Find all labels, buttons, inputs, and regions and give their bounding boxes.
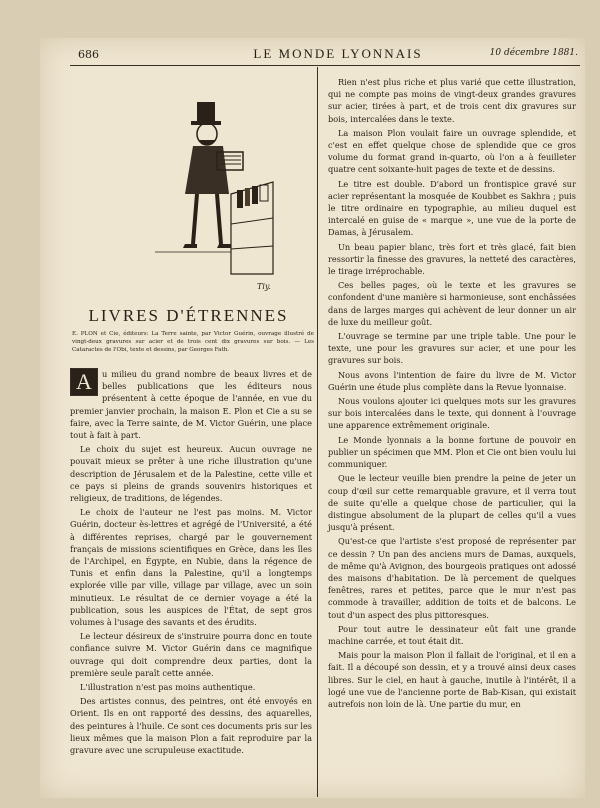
- paragraph: Le choix du sujet est heureux. Aucun ouvrage ne pouvait mieux se prêter à une riche illustration qu'une description de Jérusalem et de la Palestine, cette ville et ce pays si pleins de grands souvenirs historiques et religieux, de traditions, de légendes.: [70, 444, 312, 504]
- paragraph: Mais pour la maison Plon il fallait de l'original, et il en a fait. Il a découpé son dessin, et y a trouvé ainsi deux cases libres. Sur le ciel, en haut à gauche, inutile à l'intérêt, il a logé une vue de l'ancienne porte de Bab-Kisan, qui existait autrefois non loin de là. Une partie du mur, en: [328, 650, 576, 709]
- paragraph: L'illustration n'est pas moins authentique.: [80, 682, 256, 693]
- page-header: [78, 46, 578, 66]
- paragraph: Ces belles pages, où le texte et les gravures se confondent d'une manière si harmonieuse, sont enchâssées dans de larges marges qui achèvent de leur donner un air de luxe du meilleur goût.: [328, 280, 576, 327]
- journal-title: LE MONDE LYONNAIS: [253, 46, 423, 61]
- page-number: 686: [78, 48, 99, 61]
- paragraph: Des artistes connus, des peintres, ont été envoyés en Orient. Ils en ont rapporté des dessins, des aquarelles, des peintures à l'huile. Ce sont ces documents pris sur les lieux mêmes que la maison Plon a fait reproduire par la gravure avec une scrupuleuse exactitude.: [70, 696, 312, 756]
- paragraph: Nous avons l'intention de faire du livre de M. Victor Guérin une étude plus complète dans la Revue lyonnaise.: [328, 369, 576, 392]
- paragraph: L'ouvrage se termine par une triple table. Une pour le texte, une pour les gravures sur acier, et une pour les gravures sur bois.: [328, 331, 576, 366]
- paragraph: Que le lecteur veuille bien prendre la peine de jeter un coup d'œil sur cette remarquable gravure, et il verra tout de suite qu'elle a quelque chose de particulier, qui la distingue absolument de la plupart de celles qu'il a vues jusqu'à présent.: [328, 473, 576, 533]
- paragraph: Le titre est double. D'abord un frontispice gravé sur acier représentant la mosquée de Koubbet es Sakhra ; puis le titre ordinaire en typographie, au milieu duquel est intercalé en guise de « marque », une vue de la porte de Damas, à Jérusalem.: [328, 178, 576, 238]
- right-column: [328, 76, 576, 712]
- paragraph: La maison Plon voulait faire un ouvrage splendide, et c'est en effet quelque chose de splendide que ce gros volume du format grand in-quarto, où l'on a à feuilleter quatre cent soixante-huit pages de texte et de dessins.: [328, 127, 576, 175]
- paragraph: Le Monde lyonnais a la bonne fortune de pouvoir en publier un spécimen que MM. Plon et Cie ont bien voulu lui communiquer.: [328, 434, 576, 470]
- paragraph: Un beau papier blanc, très fort et très glacé, fait bien ressortir la finesse des gravures, la netteté des caractères, le tirage irréprochable.: [328, 241, 576, 277]
- page: [40, 38, 585, 798]
- paragraph: Pour tout autre le dessinateur eût fait une grande machine carrée, et tout était dit.: [328, 623, 576, 646]
- publisher-credits: E. PLON et Cie, éditeurs: La Terre sainte, par Victor Guérin, ouvrage illustré de vingt-deux gravures sur acier et de trois cent dix gravures sur bois. — Les Cataractes de l'Obi, texte et dessins, par Georges Fath.: [72, 331, 314, 353]
- paragraph: Rien n'est plus riche et plus varié que cette illustration, qui ne compte pas moins de vingt-deux grandes gravures sur acier, tirées à part, et de trois cent dix gravures sur bois, intercalées dans le texte.: [328, 77, 576, 124]
- paragraph: Nous voulons ajouter ici quelques mots sur les gravures sur bois intercalées dans le texte, qui donnent à l'ouvrage une apparence extrêmement originale.: [328, 396, 576, 431]
- drop-cap: A: [70, 368, 98, 396]
- left-column: [70, 368, 312, 758]
- header-rule: [70, 65, 580, 66]
- column-rule: [317, 67, 318, 797]
- paragraph: A u milieu du grand nombre de beaux livres et de belles publications que les éditeurs nous présentent à cette époque de l'année, en vue du premier janvier prochain, la maison E. Plon et Cie a su se faire, avec la Terre sainte, de M. Victor Guérin, une place tout à fait à part.: [70, 369, 312, 441]
- paragraph: Le choix de l'auteur ne l'est pas moins. M. Victor Guérin, docteur ès-lettres et agrégé de l'Université, a été à différentes reprises, chargé par le gouvernement français de missions scientifiques en Grèce, dans les îles de l'Archipel, en Égypte, en Nubie, dans la régence de Tunis et enfin dans la Palestine, qu'il a longtemps explorée ville par ville, village par village, avec un soin minutieux. Le résultat de ce dernier voyage a été la publication, sous les auspices de l'État, de sept gros volumes à l'usage des savants et des érudits.: [70, 507, 312, 628]
- bookseller-illustration: [135, 94, 275, 294]
- paragraph: Le lecteur désireux de s'instruire pourra donc en toute confiance suivre M. Victor Guérin dans ce magnifique ouvrage qui doit comprendre deux parties, dont la première seule paraît cette année.: [70, 631, 312, 678]
- paragraph: Qu'est-ce que l'artiste s'est proposé de représenter par ce dessin ? Un pan des anciens murs de Damas, auxquels, de même qu'à Avignon, des bourgeois pratiques ont adossé des maisons d'habitation. De là percement de quelques fenêtres, rares et petites, parce que le mur n'est pas commode à travailler, addition de toits et de balcons. Le tout d'un aspect des plus pittoresques.: [328, 536, 576, 620]
- section-title: LIVRES D'ÉTRENNES: [88, 306, 289, 325]
- issue-date: 10 décembre 1881.: [489, 48, 578, 58]
- illustration-signature: Tiy.: [257, 282, 271, 291]
